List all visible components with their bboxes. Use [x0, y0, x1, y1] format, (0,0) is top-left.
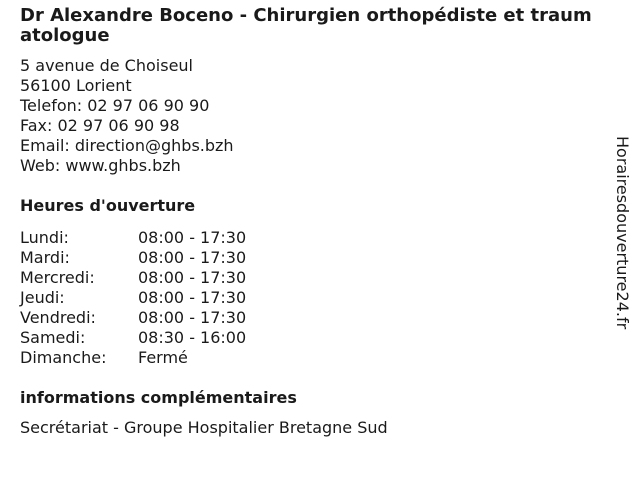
day-label: Mardi:: [20, 248, 70, 267]
business-card: [20, 6, 600, 438]
day-label: Mercredi:: [20, 268, 95, 287]
time-value: 08:00 - 17:30: [138, 268, 247, 287]
hours-row-monday: [20, 228, 600, 248]
fax-number: Fax: 02 97 06 90 98: [20, 116, 180, 135]
hours-row-sunday: [20, 348, 600, 368]
city-postal: 56100 Lorient: [20, 76, 132, 95]
email-address: Email: direction@ghbs.bzh: [20, 136, 234, 155]
time-value: 08:00 - 17:30: [138, 248, 247, 267]
day-label: Lundi:: [20, 228, 69, 247]
day-label: Dimanche:: [20, 348, 107, 367]
time-value: 08:00 - 17:30: [138, 308, 247, 327]
opening-hours-heading: Heures d'ouverture: [20, 196, 196, 215]
opening-hours-table: [20, 228, 600, 368]
additional-info-heading: informations complémentaires: [20, 388, 297, 407]
page-title: Dr Alexandre Boceno - Chirurgien orthopédiste et traumatologue: [20, 5, 592, 46]
day-label: Jeudi:: [20, 288, 65, 307]
hours-row-saturday: [20, 328, 600, 348]
phone-number: Telefon: 02 97 06 90 90: [20, 96, 210, 115]
site-watermark: Horairesdouverture24.fr: [613, 136, 632, 330]
street-address: 5 avenue de Choiseul: [20, 56, 193, 75]
address-block: [20, 56, 600, 176]
additional-info-text: Secrétariat - Groupe Hospitalier Bretagne Sud: [20, 418, 388, 437]
day-label: Samedi:: [20, 328, 86, 347]
hours-row-wednesday: [20, 268, 600, 288]
time-value: Fermé: [138, 348, 188, 367]
website: Web: www.ghbs.bzh: [20, 156, 181, 175]
hours-row-friday: [20, 308, 600, 328]
day-label: Vendredi:: [20, 308, 96, 327]
hours-row-thursday: [20, 288, 600, 308]
time-value: 08:30 - 16:00: [138, 328, 247, 347]
time-value: 08:00 - 17:30: [138, 228, 247, 247]
hours-row-tuesday: [20, 248, 600, 268]
time-value: 08:00 - 17:30: [138, 288, 247, 307]
